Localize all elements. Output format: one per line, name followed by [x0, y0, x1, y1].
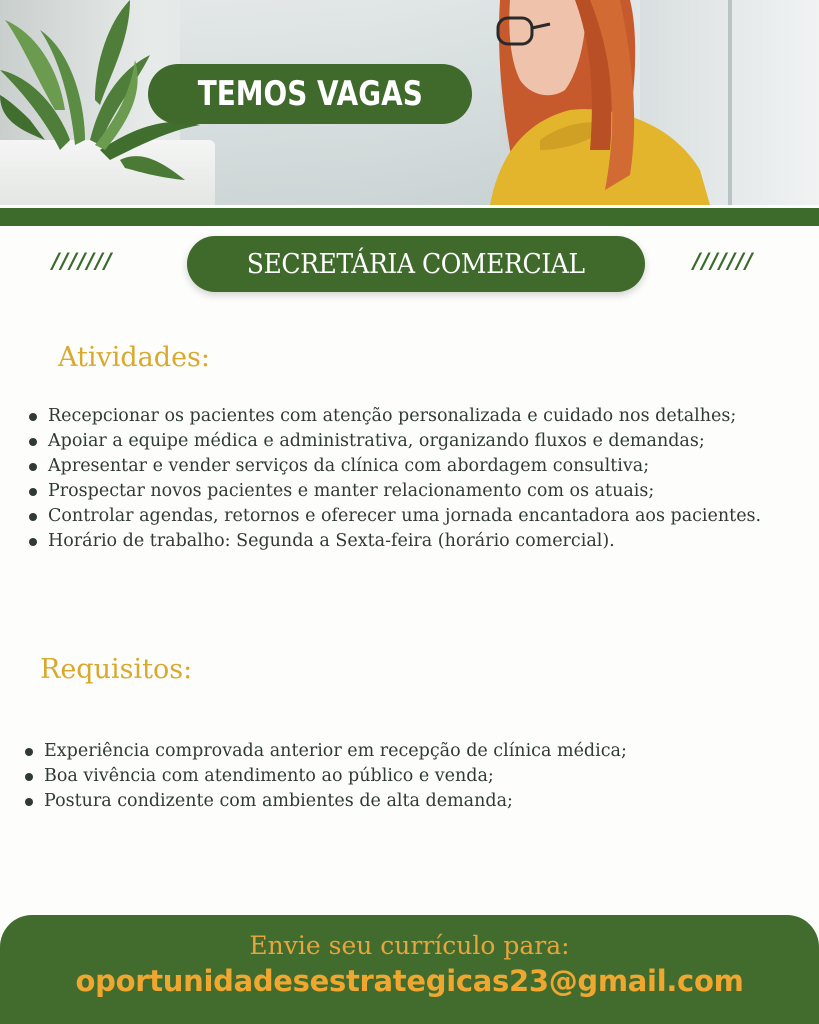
- bullet-icon: [29, 513, 37, 521]
- bullet-icon: [29, 413, 37, 421]
- list-item-text: Apoiar a equipe médica e administrativa, organizando fluxos e demandas;: [48, 431, 705, 451]
- requirements-list: [22, 739, 792, 814]
- window-frame: [728, 0, 732, 205]
- bullet-icon: [29, 538, 37, 546]
- activities-heading: Atividades:: [58, 342, 210, 373]
- requirements-heading: Requisitos:: [40, 654, 193, 685]
- bullet-icon: [25, 798, 33, 806]
- list-item-text: Prospectar novos pacientes e manter relacionamento com os atuais;: [48, 481, 655, 501]
- list-item: [26, 404, 796, 429]
- list-item: [22, 764, 792, 789]
- list-item-text: Experiência comprovada anterior em recepção de clínica médica;: [44, 741, 627, 761]
- job-title: SECRETÁRIA COMERCIAL: [247, 248, 585, 280]
- list-item-text: Horário de trabalho: Segunda a Sexta-feira (horário comercial).: [48, 531, 615, 551]
- bullet-icon: [29, 438, 37, 446]
- title-decoration-left: ///////: [52, 249, 113, 273]
- list-item: [22, 789, 792, 814]
- vacancies-tag: [148, 64, 472, 124]
- list-item: [26, 529, 796, 554]
- green-divider-stripe: [0, 208, 819, 226]
- list-item: [26, 454, 796, 479]
- woman-photo: [480, 0, 720, 205]
- bullet-icon: [25, 748, 33, 756]
- title-decoration-right: ///////: [693, 249, 754, 273]
- list-item: [22, 739, 792, 764]
- contact-email[interactable]: oportunidadesestrategicas23@gmail.com: [75, 964, 744, 998]
- list-item-text: Recepcionar os pacientes com atenção personalizada e cuidado nos detalhes;: [48, 406, 737, 426]
- job-title-pill: [187, 236, 645, 292]
- list-item-text: Postura condizente com ambientes de alta demanda;: [44, 791, 513, 811]
- bullet-icon: [25, 773, 33, 781]
- list-item-text: Boa vivência com atendimento ao público e venda;: [44, 766, 494, 786]
- activities-list: [26, 404, 796, 554]
- list-item-text: Apresentar e vender serviços da clínica com abordagem consultiva;: [48, 456, 650, 476]
- list-item: [26, 504, 796, 529]
- footer-contact: [0, 915, 819, 1024]
- bullet-icon: [29, 463, 37, 471]
- vacancies-tag-label: TEMOS VAGAS: [197, 74, 423, 114]
- list-item: [26, 479, 796, 504]
- list-item: [26, 429, 796, 454]
- bullet-icon: [29, 488, 37, 496]
- banner-photo: [0, 0, 819, 205]
- send-resume-cta: Envie seu currículo para:: [249, 931, 570, 960]
- list-item-text: Controlar agendas, retornos e oferecer uma jornada encantadora aos pacientes.: [48, 506, 762, 526]
